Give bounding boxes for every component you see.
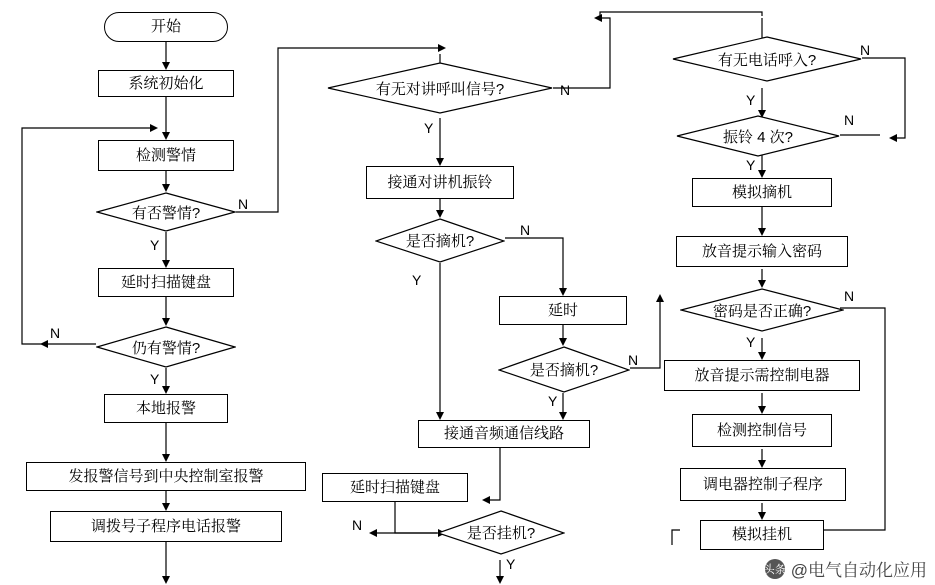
edge-label-offhook2-no: N	[628, 352, 639, 368]
node-connect-audio-line: 接通音频通信线路	[418, 420, 590, 448]
edge-label-offhook1-no: N	[520, 222, 531, 238]
toutiao-logo-icon: 头条	[765, 559, 785, 579]
edge-label-still-alarm-yes: Y	[150, 371, 160, 387]
edge-label-phone-in-no: N	[860, 42, 871, 58]
edge-label-offhook1-yes: Y	[412, 272, 422, 288]
edge-label-intercom-yes: Y	[424, 120, 434, 136]
edge-label-has-alarm-no: N	[238, 196, 249, 212]
watermark	[765, 556, 927, 581]
node-intercom-call-decision: 有无对讲呼叫信号?	[327, 62, 553, 114]
node-phone-in-decision: 有无电话呼入?	[672, 36, 862, 82]
edge-label-hangup-no: N	[352, 517, 363, 533]
node-simulate-hangup: 模拟挂机	[700, 520, 824, 550]
node-local-alarm: 本地报警	[104, 394, 228, 423]
node-relay-control-subroutine: 调电器控制子程序	[680, 468, 846, 501]
edge-label-password-yes: Y	[746, 334, 756, 350]
node-dial-subroutine: 调拨号子程序电话报警	[50, 511, 282, 542]
node-delay-scan-keyboard-1: 延时扫描键盘	[98, 268, 234, 297]
node-detect-alarm: 检测警情	[98, 140, 234, 171]
watermark-text: @电气自动化应用	[790, 561, 927, 580]
node-offhook-decision-1: 是否摘机?	[375, 218, 505, 263]
edge-label-phone-in-yes: Y	[746, 92, 756, 108]
edge-label-has-alarm-yes: Y	[150, 237, 160, 253]
node-start: 开始	[104, 12, 228, 42]
node-detect-control-signal: 检测控制信号	[692, 414, 832, 447]
node-system-init: 系统初始化	[98, 70, 234, 97]
edge-label-offhook2-yes: Y	[548, 393, 558, 409]
node-offhook-decision-2: 是否摘机?	[498, 346, 630, 393]
node-send-alarm-to-center: 发报警信号到中央控制室报警	[26, 462, 306, 491]
node-play-control-prompt: 放音提示需控制电器	[664, 360, 860, 391]
edge-label-ring4-yes: Y	[746, 157, 756, 173]
node-play-password-prompt: 放音提示输入密码	[676, 236, 848, 267]
node-hangup-decision: 是否挂机?	[437, 510, 565, 555]
edge-label-hangup-yes: Y	[506, 556, 516, 572]
node-delay: 延时	[499, 296, 627, 325]
edge-label-intercom-no: N	[560, 82, 571, 98]
edge-label-still-alarm-no: N	[50, 325, 61, 341]
node-still-alarm-decision: 仍有警情?	[96, 326, 236, 368]
node-ring-intercom: 接通对讲机振铃	[366, 166, 514, 199]
node-ring-4-times-decision: 振铃 4 次?	[676, 115, 840, 157]
node-password-correct-decision: 密码是否正确?	[680, 288, 844, 332]
edge-label-password-no: N	[844, 288, 855, 304]
node-delay-scan-keyboard-2: 延时扫描键盘	[322, 473, 468, 502]
node-has-alarm-decision: 有否警情?	[96, 192, 236, 232]
node-simulate-offhook: 模拟摘机	[692, 178, 832, 207]
edge-label-ring4-no: N	[844, 112, 855, 128]
